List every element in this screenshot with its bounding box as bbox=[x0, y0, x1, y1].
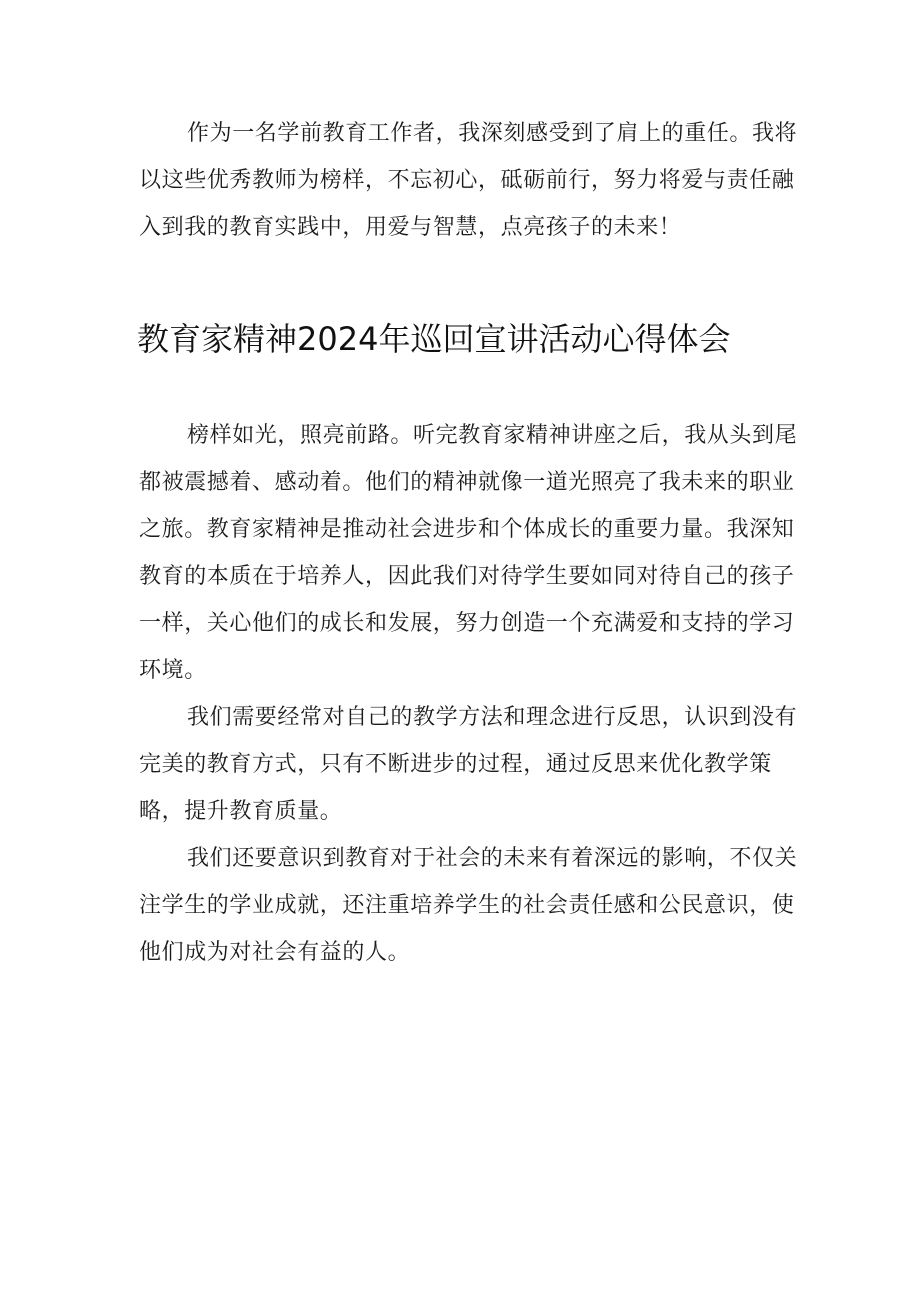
intro-section bbox=[139, 110, 807, 251]
intro-paragraph: 作为一名学前教育工作者，我深刻感受到了肩上的重任。我将以这些优秀教师为榜样，不忘初心，砥砺前行，努力将爱与责任融入到我的教育实践中，用爱与智慧，点亮孩子的未来！ bbox=[139, 121, 798, 240]
article-paragraph-2: 我们需要经常对自己的教学方法和理念进行反思，认识到没有完美的教育方式，只有不断进步的过程，通过反思来优化教学策略，提升教育质量。 bbox=[139, 705, 798, 824]
article-paragraph-1: 榜样如光，照亮前路。听完教育家精神讲座之后，我从头到尾都被震撼着、感动着。他们的精神就像一道光照亮了我未来的职业之旅。教育家精神是推动社会进步和个体成长的重要力量。我深知教育的本质在于培养人，因此我们对待学生要如同对待自己的孩子一样，关心他们的成长和发展，努力创造一个充满爱和支持的学习环境。 bbox=[139, 423, 798, 683]
article-paragraph-3: 我们还要意识到教育对于社会的未来有着深远的影响，不仅关注学生的学业成就，还注重培养学生的社会责任感和公民意识，使他们成为对社会有益的人。 bbox=[139, 846, 798, 965]
article-title: 教育家精神2024年巡回宣讲活动心得体会 bbox=[137, 320, 731, 358]
article-body bbox=[139, 412, 807, 976]
